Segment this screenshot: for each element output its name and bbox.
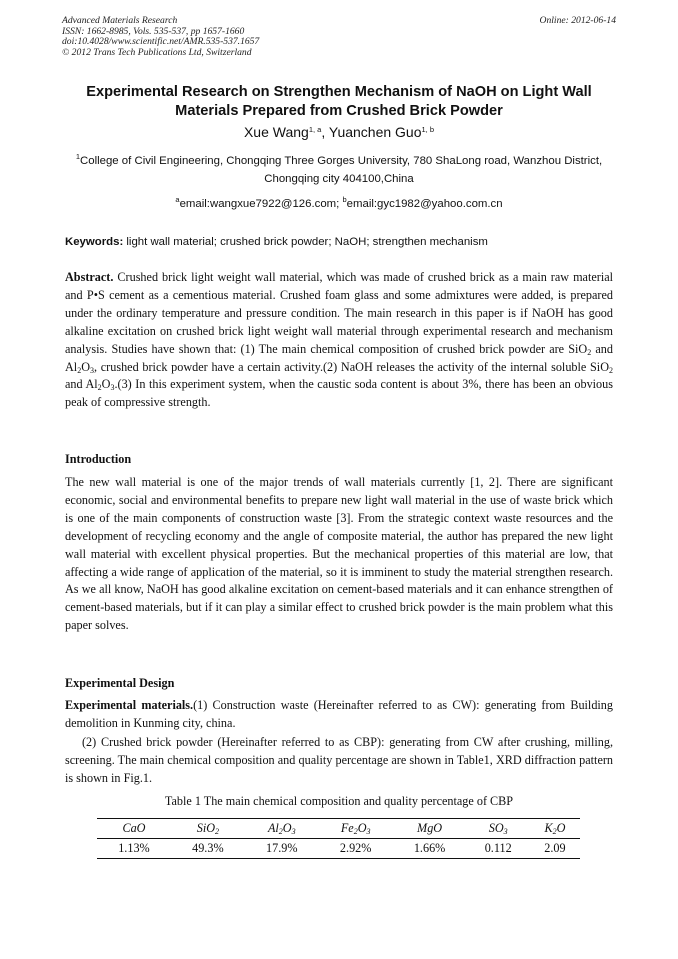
author-list <box>54 123 624 142</box>
paper-title <box>54 83 624 121</box>
subscript: 2 <box>97 383 102 393</box>
title-line-2: Materials Prepared from Crushed Brick Powder <box>175 103 503 119</box>
table-cell: 49.3% <box>171 839 245 859</box>
subscript: 2 <box>609 365 613 375</box>
table-cell: 1.66% <box>393 839 467 859</box>
abstract-text: .(3) In this experiment system, when the caustic soda content is about 3%, there has been an obvious peak of compressive strength. <box>65 377 613 410</box>
author-1-affil: 1, a <box>308 125 322 134</box>
author-1: Xue Wang <box>243 124 309 140</box>
header-fe2o3: $Fe_2O_3$ <box>319 819 393 839</box>
copyright-line: © 2012 Trans Tech Publications Ltd, Switzerland <box>62 46 252 58</box>
author-2: Yuanchen Guo <box>328 124 422 140</box>
experimental-materials-text: (1) Construction waste (Hereinafter referred to as CW): generating from Building demolition in Kunming city, china. <box>65 698 613 730</box>
abstract-label: Abstract. <box>65 270 114 284</box>
affiliation <box>62 152 616 188</box>
header-cao: CaO <box>97 819 171 839</box>
table-cell: 2.92% <box>319 839 393 859</box>
experimental-materials-1 <box>65 697 613 733</box>
table-cell: 1.13% <box>97 839 171 859</box>
header-al2o3: $Al_2O_3$ <box>245 819 319 839</box>
email-a-mark: a <box>175 195 180 204</box>
table-header-row <box>97 819 580 839</box>
affiliation-mark: 1 <box>75 152 81 161</box>
abstract-text: O <box>81 359 90 374</box>
section-heading-experimental-design: Experimental Design <box>65 676 175 690</box>
subscript: 2 <box>77 365 82 375</box>
experimental-materials-2: (2) Crushed brick powder (Hereinafter referred to as CBP): generating from CW after crushing, milling, screening. The main chemical composition and quality percentage are shown in Table1, XRD diffraction pattern is shown in Fig.1. <box>65 735 613 785</box>
section-heading-introduction: Introduction <box>65 452 132 466</box>
abstract-text: O <box>101 377 111 392</box>
subscript: 3 <box>110 383 115 393</box>
table-cell: 0.112 <box>467 839 530 859</box>
keywords-label: Keywords: <box>65 236 124 248</box>
email-line <box>62 196 616 212</box>
abstract-text: and Al <box>65 341 613 374</box>
experimental-materials-label: Experimental materials. <box>65 698 194 712</box>
header-k2o: $K_2O$ <box>530 819 580 839</box>
abstract <box>65 269 613 412</box>
issn-line: ISSN: 1662-8985, Vols. 535-537, pp 1657-1660 <box>62 25 245 37</box>
header-so3: $SO_3$ <box>467 819 530 839</box>
table-row <box>97 839 580 859</box>
header-mgo: MgO <box>393 819 467 839</box>
doi-line: doi:10.4028/www.scientific.net/AMR.535-537.1657 <box>62 36 260 48</box>
journal-header <box>62 16 616 58</box>
keywords-text: light wall material; crushed brick powder; NaOH; strengthen mechanism <box>123 236 488 248</box>
subscript: 2 <box>587 347 592 357</box>
table-cell: 2.09 <box>530 839 580 859</box>
keywords <box>65 236 619 248</box>
title-line-1: Experimental Research on Strengthen Mechanism of NaOH on Light Wall <box>86 84 592 100</box>
author-separator: , <box>321 124 329 140</box>
journal-name: Advanced Materials Research <box>62 15 178 26</box>
email-a[interactable]: email:wangxue7922@126.com; <box>179 198 343 210</box>
email-b[interactable]: email:gyc1982@yahoo.com.cn <box>346 198 503 210</box>
affiliation-text: College of Civil Engineering, Chongqing Three Gorges University, 780 ShaLong road, Wanzhou District, Chongqing city 404100,China <box>80 155 603 185</box>
online-date: Online: 2012-06-14 <box>539 15 616 26</box>
abstract-text: , crushed brick powder have a certain activity.(2) NaOH releases the activity of the internal soluble SiO <box>94 359 609 374</box>
abstract-text: Crushed brick light weight wall material, which was made of crushed brick as a main raw material and P•S cement as a cementious material. Crushed foam glass and some admixtures were added, is prepared under the ordinary temperature and pressure condition. The main research in this paper is if NaOH has good alkaline excitation on crushed brick light weight wall material through experimental research and mechanism analysis. Studies have shown that: (1) The main chemical composition of crushed brick powder are SiO <box>65 270 613 356</box>
header-sio2: SiO$_2$ <box>171 819 245 839</box>
introduction-text: The new wall material is one of the major trends of wall materials currently [1, 2]. There are significant economic, social and environmental benefits to prepare new light wall material in the use of waste brick which is one of the main components of construction waste [3]. From the strategic context waste resources and the development of recycling economy and the angle of composite material, the author has prepared the new light wall material with excellent physical properties. But the mechanical properties of this material are low, that affecting a wide range of application of the material, so it is imminent to study the material strengthen research. As we all know, NaOH has good alkaline excitation on cement-based materials and it can enhance strengthen of cement-based materials, but if it can play a similar effect to crushed brick powder is the main problem what this paper solves. <box>65 475 613 633</box>
table-caption: Table 1 The main chemical composition and quality percentage of CBP <box>164 794 514 808</box>
abstract-text: and Al <box>65 377 98 392</box>
subscript: 3 <box>90 365 94 375</box>
composition-table <box>97 818 580 859</box>
table-cell: 17.9% <box>245 839 319 859</box>
author-2-affil: 1, b <box>421 125 435 134</box>
email-b-mark: b <box>342 195 347 204</box>
